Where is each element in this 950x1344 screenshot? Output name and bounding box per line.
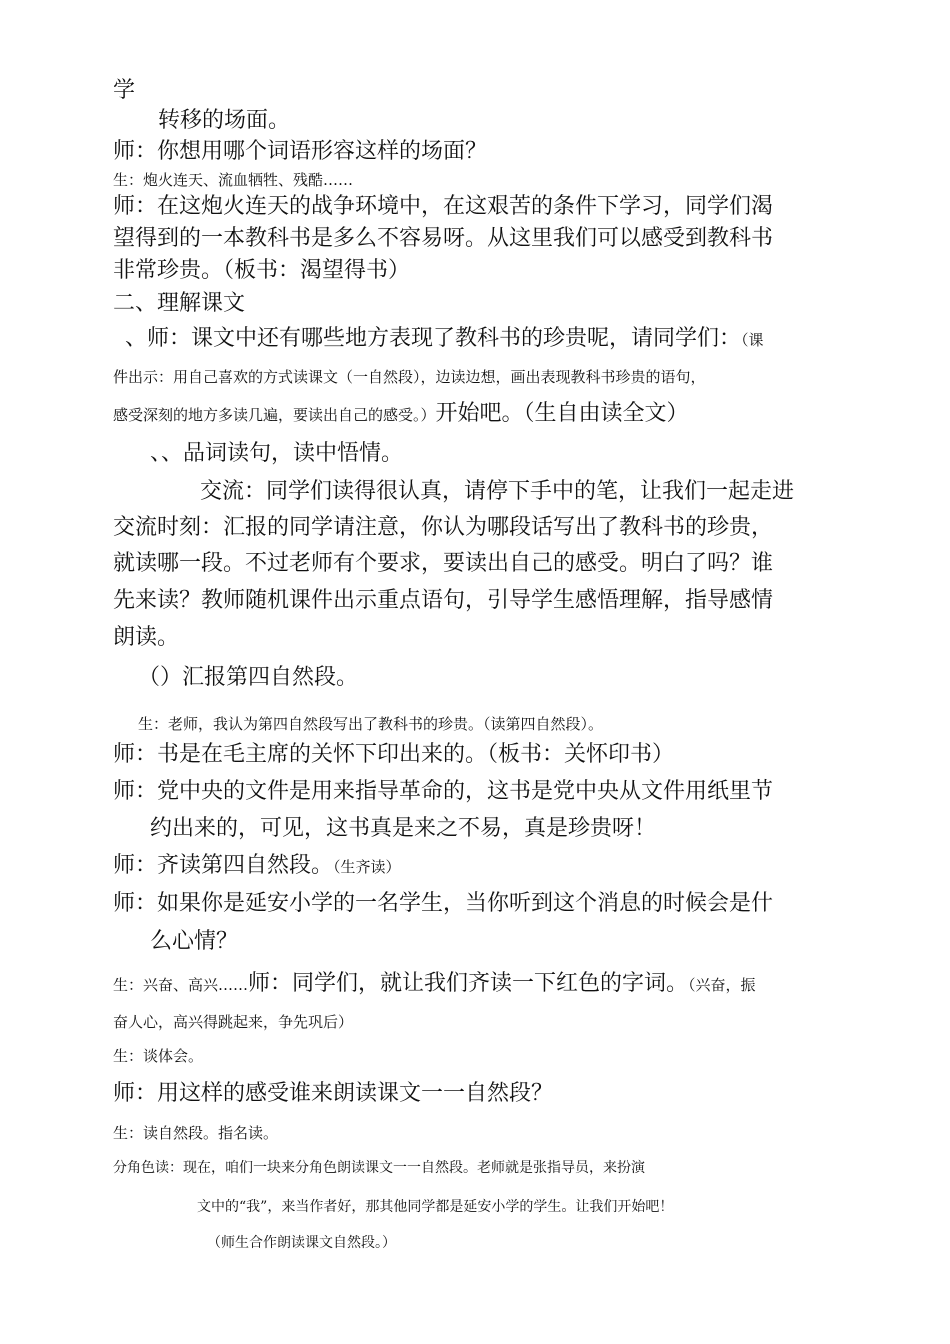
line-28: 生：谈体会。 xyxy=(113,1047,204,1065)
line-26-main: 师：同学们，就让我们齐读一下红色的字词。 xyxy=(248,971,689,996)
line-33: （师生合作朗读课文自然段。） xyxy=(207,1235,396,1251)
line-27: 奋人心，高兴得跳起来，争先巩后） xyxy=(113,1013,354,1031)
line-17: 朗读。 xyxy=(113,625,180,650)
line-30: 生：读自然段。指名读。 xyxy=(113,1124,279,1142)
line-6: 望得到的一本教科书是多么不容易呀。从这里我们可以感受到教科书 xyxy=(113,226,774,251)
line-24: 师：如果你是延安小学的一名学生，当你听到这个消息的时候会是什 xyxy=(113,891,774,916)
line-13: 交流：同学们读得很认真，请停下手中的笔，让我们一起走进 xyxy=(200,479,795,504)
line-23 xyxy=(113,855,401,877)
line-9-note: （课 xyxy=(741,331,764,349)
line-21: 师：党中央的文件是用来指导革命的，这书是党中央从文件用纸里节 xyxy=(113,779,774,804)
line-11-note: 感受深刻的地方多读几遍，要读出自己的感受。） xyxy=(113,406,436,424)
line-20: 师：书是在毛主席的关怀下印出来的。（板书：关怀印书） xyxy=(113,742,675,767)
line-1: 学 xyxy=(113,78,136,103)
line-15: 就读哪一段。不过老师有个要求，要读出自己的感受。明白了吗？谁 xyxy=(113,551,774,576)
line-7: 非常珍贵。（板书：渴望得书） xyxy=(113,258,411,283)
line-10: 件出示：用自己喜欢的方式读课文（一自然段），边读边想，画出表现教科书珍贵的语句， xyxy=(113,368,706,386)
line-4: 生：炮火连天、流血牺牲、残酷…… xyxy=(113,171,354,189)
line-5: 师：在这炮火连天的战争环境中，在这艰苦的条件下学习，同学们渴 xyxy=(113,194,774,219)
line-16: 先来读？教师随机课件出示重点语句，引导学生感悟理解，指导感情 xyxy=(113,588,774,613)
line-2: 转移的场面。 xyxy=(158,108,291,133)
line-26-note: （兴奋，振 xyxy=(688,976,756,994)
subsection-heading: 、、品词读句，读中悟情。 xyxy=(150,441,404,466)
line-9-main: 、师：课文中还有哪些地方表现了教科书的珍贵呢，请同学们： xyxy=(125,326,742,351)
line-25: 么心情？ xyxy=(150,929,239,954)
line-26-pre: 生：兴奋、高兴…… xyxy=(113,976,249,994)
line-3: 师：你想用哪个词语形容这样的场面？ xyxy=(113,139,488,164)
line-22: 约出来的，可见，这书真是来之不易，真是珍贵呀！ xyxy=(150,816,657,841)
line-14: 交流时刻：汇报的同学请注意，你认为哪段话写出了教科书的珍贵， xyxy=(113,515,774,540)
line-9 xyxy=(125,328,764,350)
line-29: 师：用这样的感受谁来朗读课文一一自然段？ xyxy=(113,1081,554,1106)
line-23-note: （生齐读） xyxy=(333,858,401,876)
line-11 xyxy=(113,403,689,425)
line-18: （）汇报第四自然段。 xyxy=(138,665,359,690)
line-32: 文中的“我”，来当作者好，那其他同学都是延安小学的学生。让我们开始吧！ xyxy=(197,1199,674,1215)
line-26 xyxy=(113,973,756,995)
section-heading: 二、理解课文 xyxy=(113,291,246,316)
line-31: 分角色读：现在，咱们一块来分角色朗读课文一一自然段。老师就是张指导员，来扮演 xyxy=(113,1160,645,1176)
line-19: 生：老师，我认为第四自然段写出了教科书的珍贵。（读第四自然段）。 xyxy=(138,715,604,733)
line-11-main: 开始吧。（生自由读全文） xyxy=(435,401,689,426)
line-23-main: 师：齐读第四自然段。 xyxy=(113,853,334,878)
